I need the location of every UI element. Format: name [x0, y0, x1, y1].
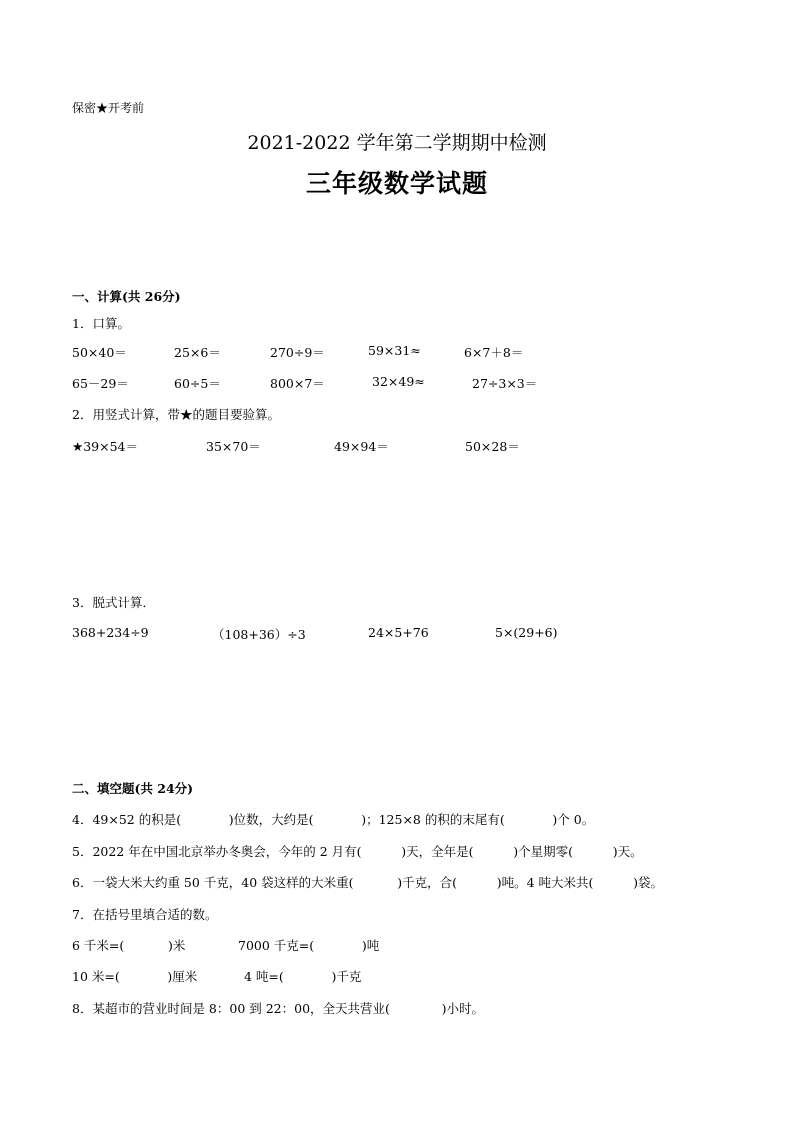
oral-calc-item: 800×7＝	[270, 376, 325, 391]
question-5: 5．2022 年在中国北京举办冬奥会，今年的 2 月有( )天，全年是( )个星期零( )天。	[72, 844, 643, 859]
oral-calc-item: 27÷3×3＝	[472, 376, 538, 391]
question-6: 6．一袋大米大约重 50 千克，40 袋这样的大米重( )千克，合( )吨。4 吨大米共( )袋。	[72, 875, 664, 890]
question-3-label: 3．脱式计算．	[72, 595, 155, 610]
confidential-label: 保密★开考前	[72, 101, 145, 115]
question-7-label: 7．在括号里填合适的数。	[72, 907, 218, 922]
section-heading-calculation: 一、计算(共 26分)	[72, 289, 181, 304]
vertical-calc-item: 50×28＝	[465, 439, 520, 454]
unit-conversion-1a: 6 千米=( )米	[72, 938, 186, 953]
oral-calc-item: 25×6＝	[174, 345, 221, 360]
step-calc-item: 24×5+76	[368, 625, 429, 640]
vertical-calc-item: ★39×54＝	[72, 439, 138, 454]
question-8: 8．某超市的营业时间是 8：00 到 22：00，全天共营业( )小时。	[72, 1001, 484, 1016]
exam-subtitle: 三年级数学试题	[305, 169, 488, 198]
step-calc-item: 5×(29+6)	[495, 625, 558, 640]
exam-title: 2021-2022 学年第二学期期中检测	[247, 132, 547, 154]
oral-calc-item: 32×49≈	[372, 374, 425, 389]
oral-calc-item: 50×40＝	[72, 345, 127, 360]
vertical-calc-item: 49×94＝	[334, 439, 389, 454]
vertical-calc-item: 35×70＝	[206, 439, 261, 454]
question-1-label: 1．口算。	[72, 316, 130, 331]
oral-calc-item: 270÷9＝	[270, 345, 325, 360]
step-calc-item: 368+234÷9	[72, 625, 149, 640]
unit-conversion-2a: 10 米=( )厘米	[72, 969, 198, 984]
unit-conversion-1b: 7000 千克=( )吨	[238, 938, 380, 953]
section-heading-fill-in: 二、填空题(共 24分)	[72, 781, 194, 796]
step-calc-item: （108+36）÷3	[212, 627, 306, 642]
unit-conversion-2b: 4 吨=( )千克	[244, 969, 362, 984]
oral-calc-item: 65－29＝	[72, 376, 129, 391]
question-4: 4．49×52 的积是( )位数，大约是( )；125×8 的积的末尾有( )个 0。	[72, 812, 595, 827]
oral-calc-item: 59×31≈	[368, 343, 421, 358]
oral-calc-item: 60÷5＝	[174, 376, 221, 391]
question-2-label: 2．用竖式计算，带★的题目要验算。	[72, 407, 280, 422]
oral-calc-item: 6×7＋8＝	[464, 345, 524, 360]
